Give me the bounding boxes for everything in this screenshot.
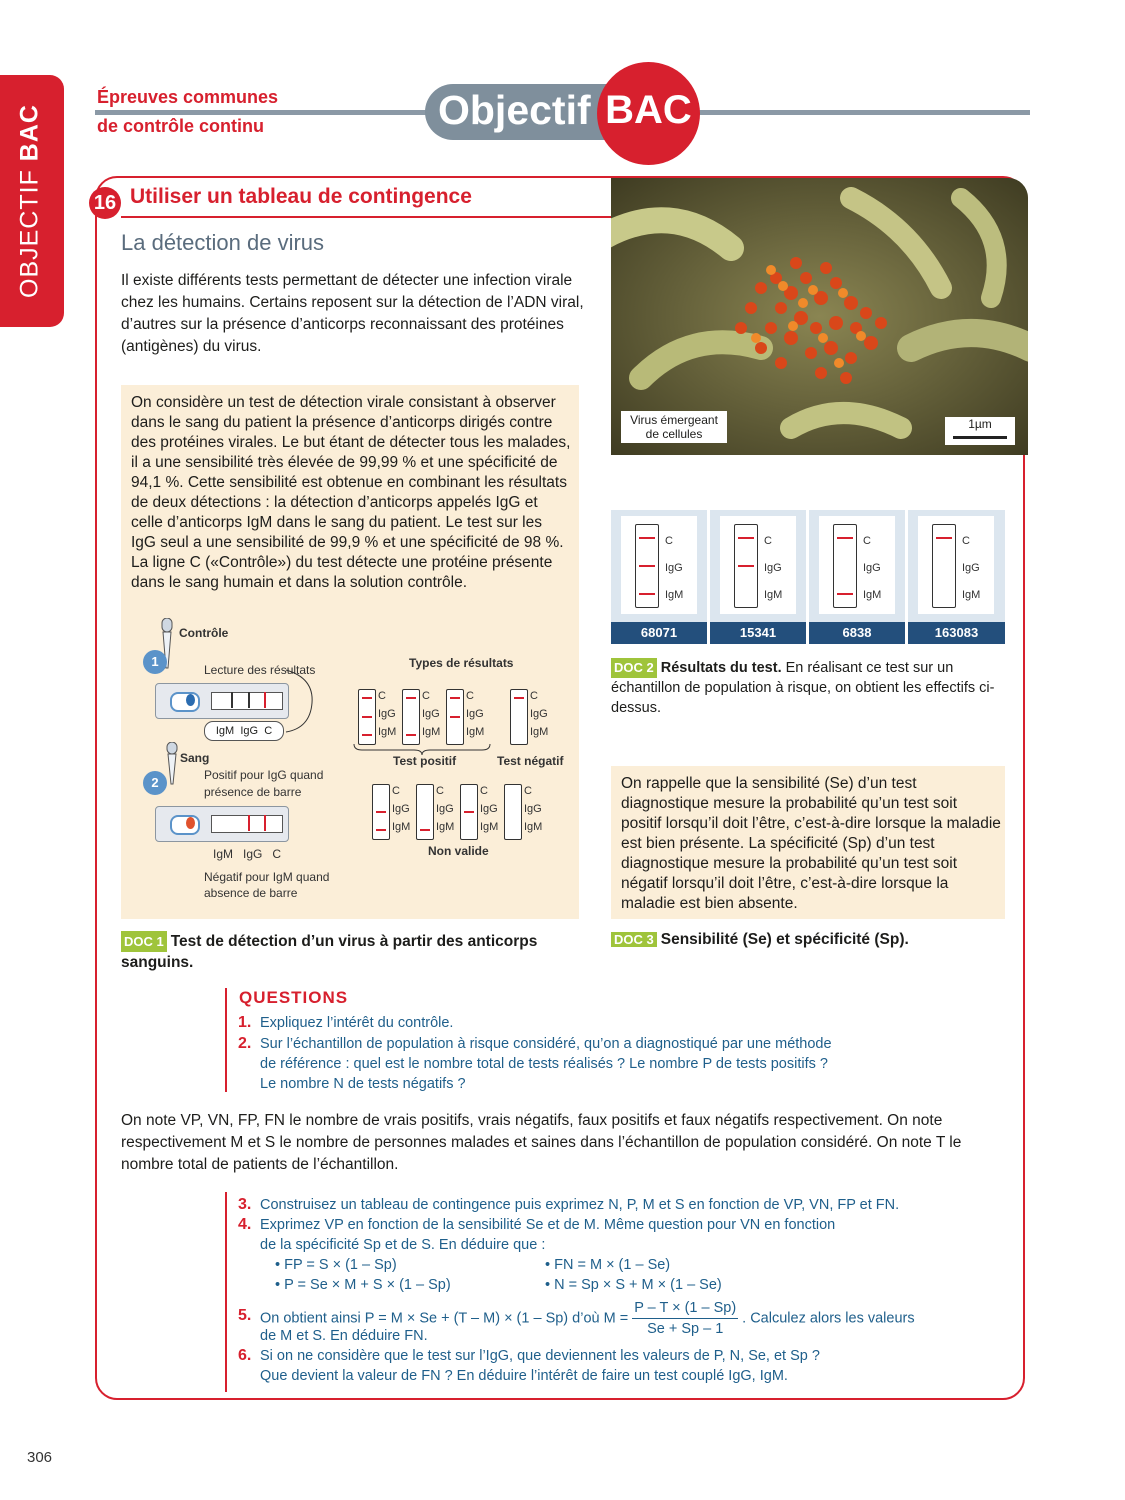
strip-label: C <box>530 690 538 702</box>
doc1-tag: DOC 1 <box>121 931 167 952</box>
strip-label: C <box>466 690 474 702</box>
doc3-text: On rappelle que la sensibilité (Se) d’un test diagnostique mesure la probabilité qu’un test soit positif lorsqu’il doit l’être, c’est-à-dire lorsque la maladie est bien présente. La spécificité (Sp) d’un test diagnostique mesure la probabilité qu’un test soit négatif lorsqu’il doit l’être, c’est-à-dire lorsque la maladie est bien absente. <box>621 775 1001 912</box>
question-6 <box>238 1346 1000 1386</box>
question-1 <box>238 1013 980 1033</box>
strip-label: C <box>764 535 772 547</box>
strip-inv-3-labels <box>480 782 498 836</box>
doc3-caption-text: Sensibilité (Se) et spécificité (Sp). <box>660 931 909 948</box>
formula-fn: • FN = M × (1 – Se) <box>545 1257 671 1273</box>
side-tab-label <box>16 104 45 298</box>
result-cell-1 <box>611 510 707 622</box>
side-tab <box>0 75 64 327</box>
test-negatif-label: Test négatif <box>497 754 564 768</box>
count-1: 68071 <box>611 622 707 644</box>
formula-n: • N = Sp × S + M × (1 – Se) <box>545 1277 722 1293</box>
strip-label: IgM <box>422 726 441 738</box>
result-strip <box>932 524 956 608</box>
scale-bar <box>945 417 1015 445</box>
question-2-number: 2. <box>238 1035 252 1052</box>
question-5-line2: de M et S. En déduire FN. <box>260 1328 428 1344</box>
strip-pos-3 <box>446 689 464 745</box>
strip-label: IgM <box>863 589 882 601</box>
strip-label: IgM <box>480 821 499 833</box>
strip-label: IgM <box>962 589 981 601</box>
strip-inv-4-labels <box>524 782 542 836</box>
strip-label: C <box>524 785 532 797</box>
scale-label: 1µm <box>968 417 992 431</box>
types-label: Types de résultats <box>409 656 514 670</box>
question-6-line1: Si on ne considère que le test sur l’IgG, que deviennent les valeurs de P, N, Se, et Sp ? <box>260 1348 820 1364</box>
doc1-caption-text: Test de détection d’un virus à partir des anticorps sanguins. <box>121 933 538 971</box>
question-4-line1: Exprimez VP en fonction de la sensibilité Se et de M. Même question pour VN en fonction <box>260 1217 836 1233</box>
strip-label: C <box>962 535 970 547</box>
count-3: 6838 <box>809 622 905 644</box>
questions-bar-2 <box>225 1192 227 1392</box>
strip-pos-3-labels <box>466 687 484 741</box>
strip-label: IgG <box>962 562 980 574</box>
neg-igm-line1: Négatif pour IgM quand <box>204 870 330 884</box>
result-labels <box>665 528 683 609</box>
m-fraction-denominator: Se + Sp – 1 <box>647 1321 724 1337</box>
strip-label: C <box>392 785 400 797</box>
controle-label: Contrôle <box>179 626 229 640</box>
exercise-title: Utiliser un tableau de contingence <box>130 185 472 208</box>
strip-inv-2 <box>416 784 434 840</box>
question-4-number: 4. <box>238 1216 252 1233</box>
doc2-caption-text: En réalisant ce test sur un échantillon de population à risque, on obtient les effectifs ci-dessus. <box>611 660 995 716</box>
question-2 <box>238 1034 980 1094</box>
neg-igm-line2: absence de barre <box>204 886 298 900</box>
strip-inv-4 <box>504 784 522 840</box>
strip-inv-1 <box>372 784 390 840</box>
result-labels <box>764 528 782 609</box>
formula-p: • P = Se × M + S × (1 – Sp) <box>275 1277 451 1293</box>
strip-pos-1 <box>358 689 376 745</box>
doc3-caption <box>611 931 909 949</box>
strip-label: IgG <box>665 562 683 574</box>
strip-pos-1-labels <box>378 687 396 741</box>
doc2-caption-bold: Résultats du test. <box>660 660 782 676</box>
question-2-line2: de référence : quel est le nombre total de tests réalisés ? Le nombre P de tests positifs ? <box>260 1056 828 1072</box>
objectif-word: Objectif <box>438 87 591 133</box>
strip-neg-labels <box>530 687 548 741</box>
strip-pos-2-labels <box>422 687 440 741</box>
formula-fp: • FP = S × (1 – Sp) <box>275 1257 397 1273</box>
count-2: 15341 <box>710 622 806 644</box>
strip-label: IgG <box>378 708 396 720</box>
questions-title: QUESTIONS <box>239 988 349 1007</box>
pos-igg-line2: présence de barre <box>204 785 302 799</box>
bac-word: BAC <box>605 88 692 132</box>
doc1-caption <box>121 931 591 973</box>
question-5-number: 5. <box>238 1307 252 1324</box>
title-rule <box>121 216 611 218</box>
pos-igg-line1: Positif pour IgG quand <box>204 768 324 782</box>
intro-paragraph: Il existe différents tests permettant de détecter une infection virale chez les humains. Certains reposent sur la détection de l’ADN viral, d’autres sur la présence d’anticorps reconnaissant des protéines (antigènes) du virus. <box>121 272 584 355</box>
strip-label: IgM <box>378 726 397 738</box>
result-cell-3 <box>809 510 905 622</box>
legend1-igg: IgG <box>240 725 259 737</box>
strip-label: C <box>863 535 871 547</box>
m-fraction-numerator: P – T × (1 – Sp) <box>632 1298 738 1319</box>
question-6-line2: Que devient la valeur de FN ? En déduire l’intérêt de faire un test couplé IgG, IgM. <box>260 1368 788 1384</box>
strip-label: C <box>480 785 488 797</box>
strip-label: IgM <box>530 726 549 738</box>
strip-label: IgM <box>466 726 485 738</box>
result-labels <box>863 528 881 609</box>
legend2-c: C <box>272 847 282 861</box>
legend2-igm: IgM <box>213 847 234 861</box>
question-5-text-a: On obtient ainsi P = M × Se + (T – M) × (1 – Sp) d’où M = <box>260 1310 629 1327</box>
strip-label: IgG <box>863 562 881 574</box>
strip-label: IgG <box>480 803 498 815</box>
exercise-subtitle: La détection de virus <box>121 230 325 255</box>
step-1-badge: 1 <box>143 650 167 674</box>
result-labels <box>962 528 980 609</box>
strip-label: IgG <box>524 803 542 815</box>
doc2-caption <box>611 658 1001 718</box>
result-strip <box>833 524 857 608</box>
question-1-text: Expliquez l’intérêt du contrôle. <box>260 1015 454 1031</box>
strip-pos-2 <box>402 689 420 745</box>
strip-label: IgM <box>436 821 455 833</box>
invalid-strips <box>372 784 572 844</box>
side-tab-word1: OBJECTIF <box>15 169 44 298</box>
page-number: 306 <box>27 1449 53 1466</box>
header-line2: de contrôle continu <box>97 116 265 136</box>
strip-label: IgG <box>392 803 410 815</box>
side-tab-word2: BAC <box>15 104 44 162</box>
header-line1: Épreuves communes <box>97 87 279 107</box>
positive-strips <box>358 689 594 749</box>
result-strip <box>635 524 659 608</box>
questions-bar <box>225 988 227 1092</box>
strip-label: C <box>422 690 430 702</box>
lecture-label: Lecture des résultats <box>204 663 316 677</box>
strip-neg <box>510 689 528 745</box>
photo-caption-line1: Virus émergeant <box>630 413 718 427</box>
strip-inv-2-labels <box>436 782 454 836</box>
strip-label: C <box>436 785 444 797</box>
strip-label: IgG <box>764 562 782 574</box>
doc2-results <box>611 510 1005 644</box>
strip-label: C <box>378 690 386 702</box>
result-cell-4 <box>908 510 1005 622</box>
question-4 <box>238 1215 1000 1255</box>
legend1-c: C <box>264 725 273 737</box>
question-3-number: 3. <box>238 1196 252 1213</box>
legend2-igg: IgG <box>243 847 263 861</box>
strip-label: IgG <box>422 708 440 720</box>
test-positif-label: Test positif <box>393 754 457 768</box>
photo-caption <box>621 411 727 443</box>
callout-line-1 <box>284 668 320 738</box>
result-strip <box>734 524 758 608</box>
question-6-number: 6. <box>238 1347 252 1364</box>
question-3-text: Construisez un tableau de contingence puis exprimez N, P, M et S en fonction de VP, VN, FP et FN. <box>260 1197 900 1213</box>
strip-label: IgG <box>530 708 548 720</box>
strip-label: IgM <box>392 821 411 833</box>
strip-inv-1-labels <box>392 782 410 836</box>
device-2-legend <box>213 847 281 861</box>
count-4: 163083 <box>908 622 1005 644</box>
doc1-text: On considère un test de détection virale consistant à observer dans le sang du patient la présence d’anticorps dirigés contre des protéines virales. Le but étant de détecter tous les malades, il a une sensibilité très élevée de 99,99 % et une spécificité de 94,1 %. Cette sensibilité est obtenue en combinant les résultats de deux détections : la détection d’anticorps appelés IgG et celle d’anticorps IgM dans le sang du patient. Le test sur les IgG seul a une sensibilité de 99,9 % et une spécificité de 98 %. La ligne C («Contrôle») du test détecte une protéine présente dans le sang humain et dans la solution contrôle. <box>131 394 571 591</box>
test-device-1 <box>155 683 289 719</box>
doc3-tag: DOC 3 <box>611 932 657 947</box>
legend1-igm: IgM <box>215 725 235 737</box>
result-cell-2 <box>710 510 806 622</box>
strip-label: C <box>665 535 673 547</box>
strip-label: IgG <box>466 708 484 720</box>
question-5-text-b: . Calculez alors les valeurs <box>742 1310 915 1327</box>
strip-inv-3 <box>460 784 478 840</box>
doc2-tag: DOC 2 <box>611 658 657 678</box>
strip-label: IgG <box>436 803 454 815</box>
non-valide-label: Non valide <box>428 844 489 858</box>
test-device-2 <box>155 806 289 842</box>
strip-label: IgM <box>665 589 684 601</box>
m-fraction <box>632 1298 738 1339</box>
device-1-legend <box>204 721 284 741</box>
step-2-badge: 2 <box>143 771 167 795</box>
exercise-number: 16 <box>89 187 121 219</box>
sang-label: Sang <box>180 751 210 765</box>
question-2-line1: Sur l’échantillon de population à risque considéré, qu’on a diagnostiqué par une méthode <box>260 1036 832 1052</box>
question-4-line2: de la spécificité Sp et de S. En déduire que : <box>260 1237 546 1253</box>
question-3 <box>238 1195 1000 1215</box>
photo-caption-line2: de cellules <box>645 427 703 441</box>
strip-label: IgM <box>524 821 543 833</box>
notation-paragraph: On note VP, VN, FP, FN le nombre de vrais positifs, vrais négatifs, faux positifs et faux négatifs respectivement. On note respectivement M et S le nombre de personnes malades et saines dans l’échantillon de population considéré. On note T le nombre total de patients de l’échantillon. <box>121 1112 962 1173</box>
question-1-number: 1. <box>238 1014 252 1031</box>
strip-label: IgM <box>764 589 783 601</box>
question-2-line3: Le nombre N de tests négatifs ? <box>260 1076 466 1092</box>
